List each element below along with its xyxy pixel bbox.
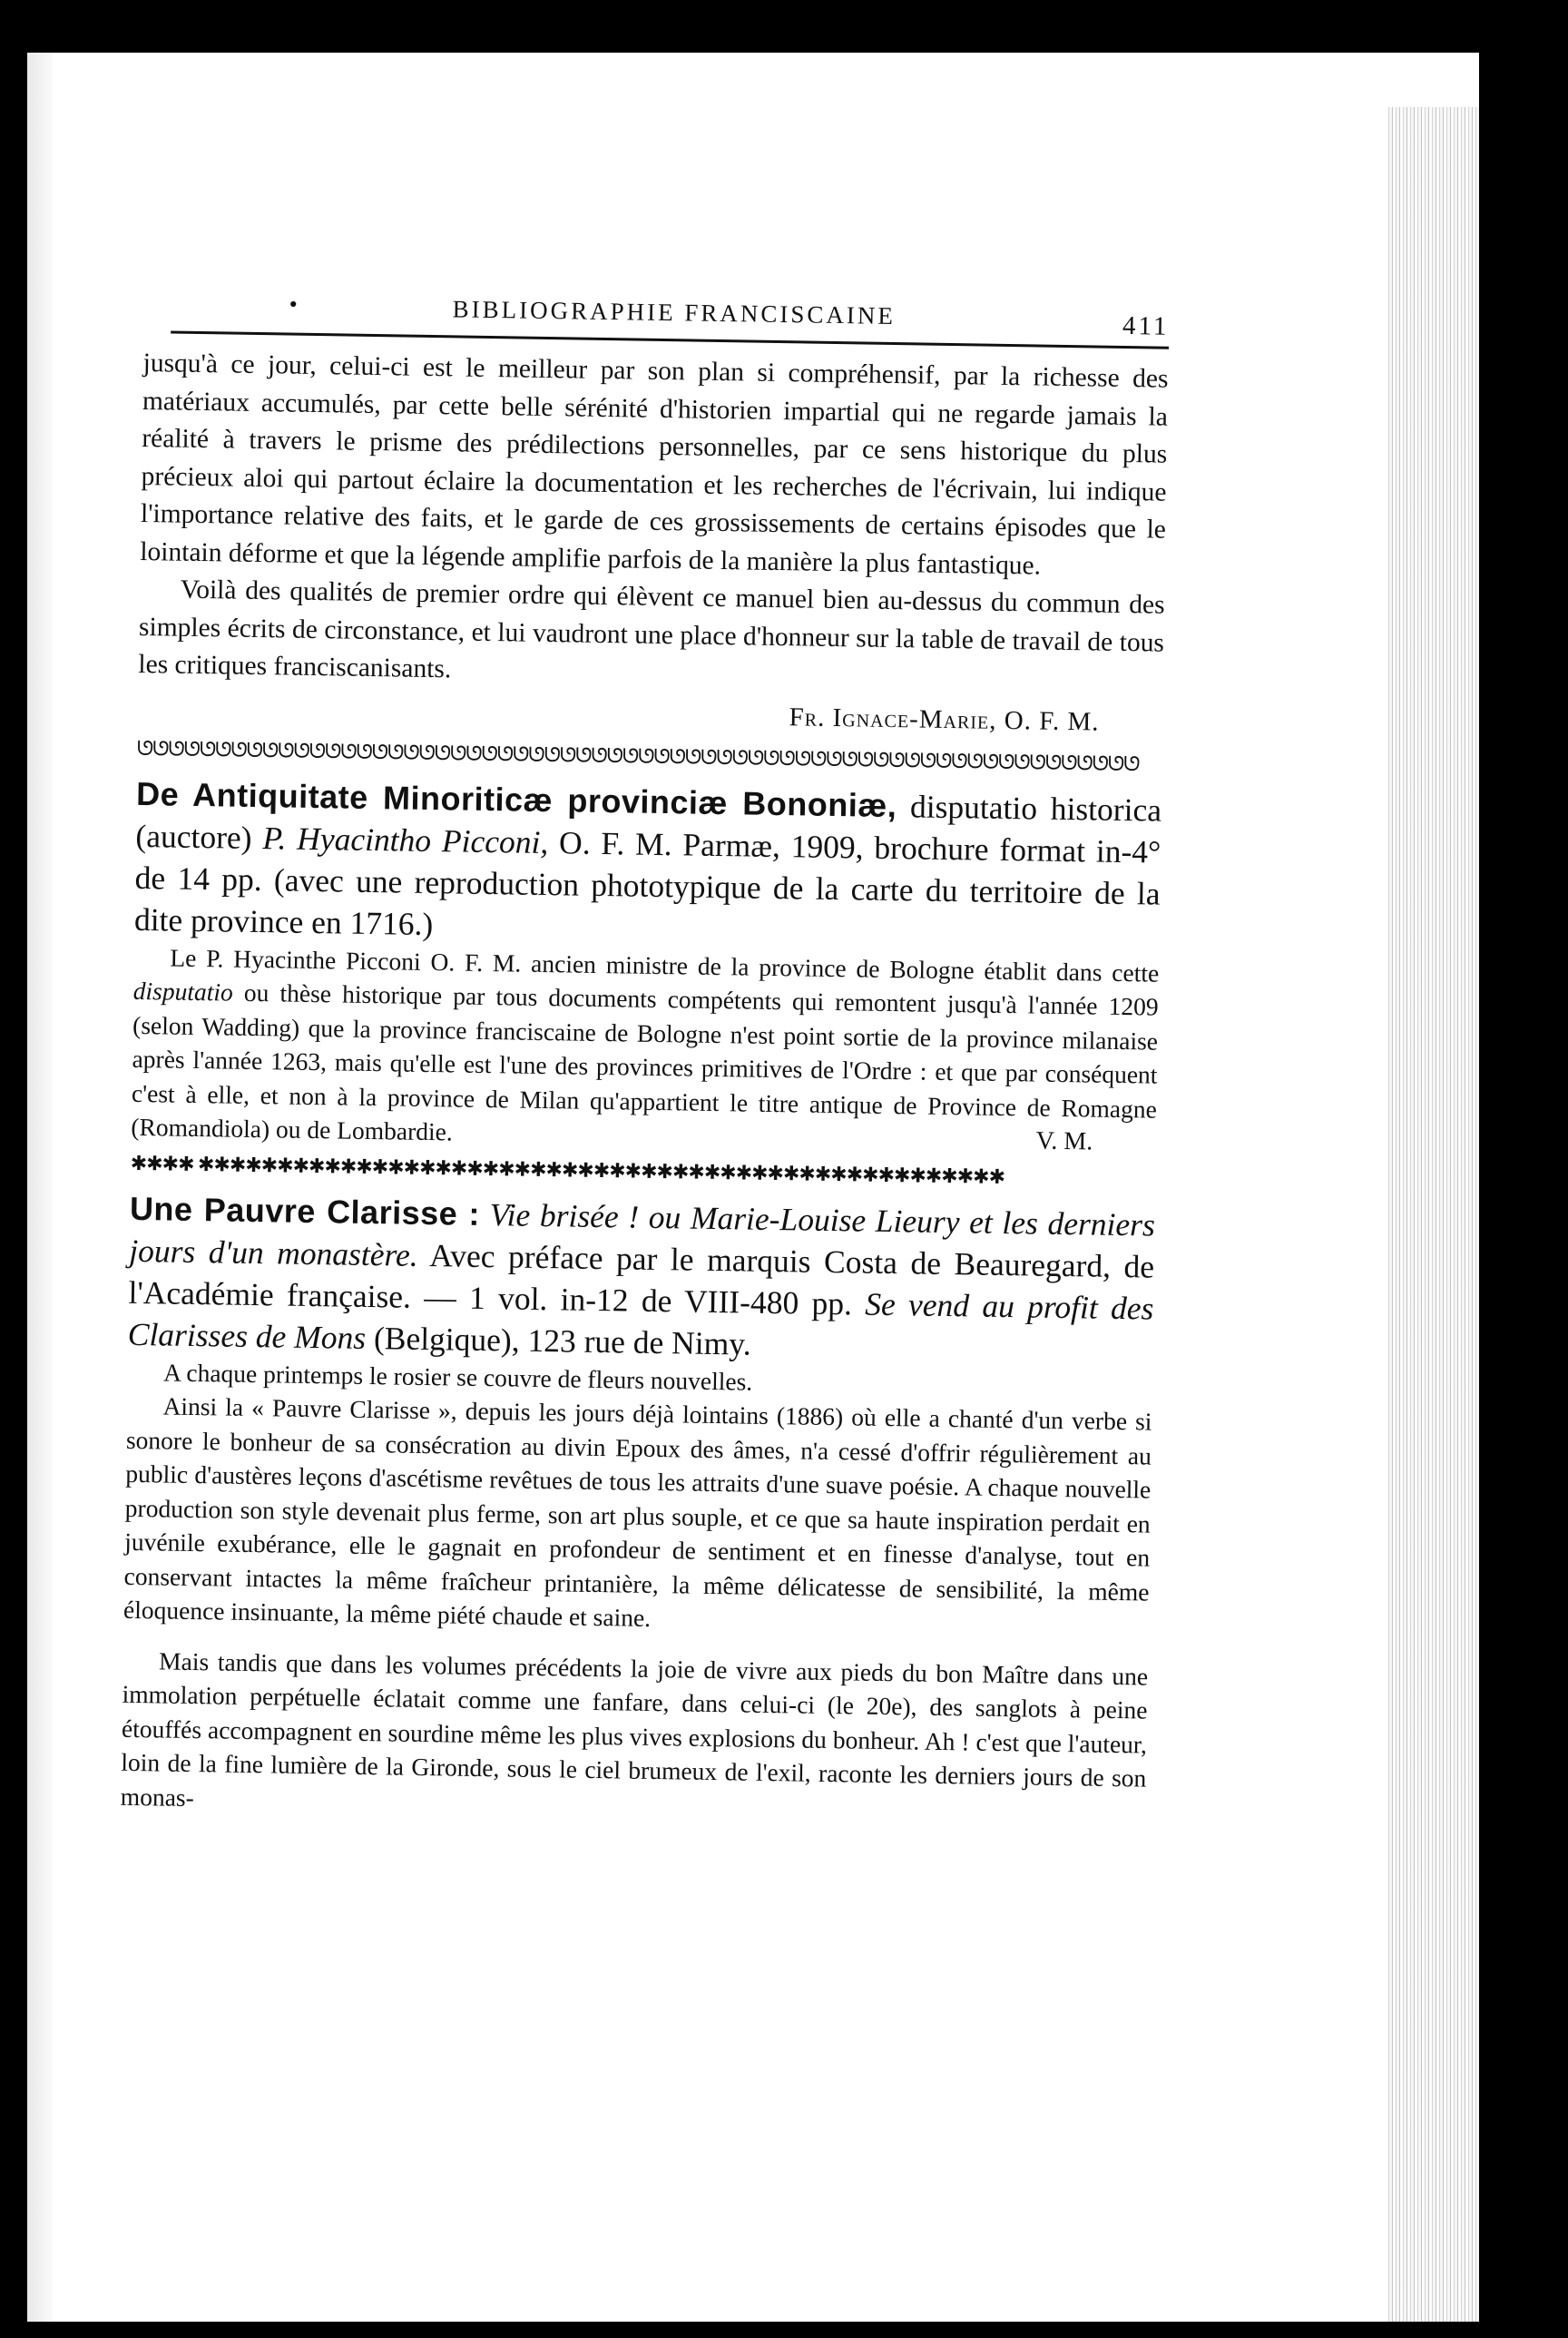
page-number: 411 — [1122, 310, 1170, 341]
review-signature: Fr. Ignace-Marie, O. F. M. — [789, 702, 1100, 737]
italic-term: disputatio — [132, 976, 234, 1007]
paragraph: Mais tandis que dans les volumes précédents la joie de vivre aux pieds du bon Maître dans une immolation perpétuelle éclatait comme une fanfare, dans celui-ci (le 20e), des sanglots à peine étouffés accompagnent en sourdine même les plus vives explosions du bonheur. Ah ! c'est que l'auteur, loin de la fine lumière de la Gironde, sous le ciel brumeux de l'exil, raconte les derniers jours de son monas- — [120, 1645, 1149, 1812]
entry-heading-text: (Belgique), 123 rue de Nimy. — [365, 1319, 751, 1362]
entry-heading — [127, 1187, 1155, 1370]
review-3 — [121, 1187, 1156, 1829]
paragraph: Voilà des qualités de premier ordre qui élèvent ce manuel bien au-dessus du commun des simples écrits de circonstance, et lui vaudront une place d'honneur sur la table de travail de tous les critiques franciscanisants. — [138, 575, 1165, 684]
book-gutter-edge — [27, 53, 53, 2322]
review-initials: V. M. — [1035, 1126, 1093, 1156]
entry-author: P. Hyacintho Picconi, — [262, 819, 549, 860]
page-content — [121, 227, 1171, 1830]
page-stack-edge — [1388, 107, 1479, 2322]
entry-heading-text: Avec préface par le marquis Costa de Beauregard, de l'Académie française. — 1 vol. in-12 de VIII-480 pp. — [128, 1236, 1155, 1322]
running-title: BIBLIOGRAPHIE FRANCISCAINE — [452, 295, 897, 329]
entry-subtitle: Vie brisée ! ou Marie-Louise Lieury et les derniers jours d'un monastère. — [128, 1195, 1156, 1273]
paragraph: jusqu'à ce jour, celui-ci est le meilleur par son plan si compréhensif, par la richesse des matériaux accumulés, par cette belle sérénité d'historien impartial qui ne regarde jamais la réalité à travers le prisme des prédilections personnelles, par ce sens historique du plus précieux aloi qui partout éclaire la documentation et les recherches de l'écrivain, lui indique l'importance relative des faits, et le garde de ces grossissements de certains épisodes que le lointain déforme et que la légende amplifie parfois de la manière la plus fantastique. — [140, 348, 1169, 581]
asterisk-divider: ✱✱✱✱ ✱✱✱✱✱✱✱✱✱✱✱✱✱✱✱✱✱✱✱✱✱✱✱✱✱✱✱✱✱✱✱✱✱✱✱✱✱✱✱✱✱✱✱✱✱✱✱✱✱✱✱ — [130, 1151, 1005, 1188]
running-header — [143, 227, 1170, 341]
review-2 — [131, 772, 1161, 1160]
text-span: ou thèse historique par tous documents compétents qui remontent jusqu'à l'année 1209 (selon Wadding) que la province franciscaine de Bologne n'est point sortie de la province milanaise après l'année 1263, mais qu'elle est l'une des provinces primitives de l'Ordre : et que par conséquent c'est à elle, et non à la province de Milan qu'appartient le titre antique de Province de Romagne (Romandiola) ou de Lombardie. — [131, 977, 1159, 1146]
entry-heading-text: O. F. M. Parmæ, 1909, brochure format in-4° de 14 pp. (avec une reproduction phototypique de la carte du territoire de la dite province en 1716.) — [133, 823, 1161, 942]
entry-title: De Antiquitate Minoriticæ provinciæ Bononiæ, — [135, 774, 897, 824]
ornamental-divider: ᘎᘎᘎᘎᘎᘎᘎᘎᘎᘎᘎᘎᘎᘎᘎᘎᘎᘎᘎᘎᘎᘎᘎᘎᘎᘎᘎᘎᘎᘎᘎᘎᘎᘎᘎᘎᘎᘎᘎᘎᘎᘎᘎᘎᘎᘎᘎᘎᘎᘎᘎᘎᘎᘎᘎᘎᘎᘎᘎᘎᘎᘎᘎᘎ — [136, 736, 1140, 775]
paragraph: A chaque printemps le rosier se couvre de fleurs nouvelles. — [162, 1357, 753, 1396]
entry-heading — [134, 772, 1162, 956]
header-mark: • — [289, 290, 299, 318]
entry-title: Une Pauvre Clarisse : — [129, 1189, 481, 1233]
entry-heading-text: disputatio historica (auctore) — [135, 787, 1162, 856]
review-1 — [137, 345, 1169, 745]
entry-sale-note: Se vend au profit des Clarisses de Mons — [127, 1285, 1154, 1356]
header-rule — [171, 330, 1169, 349]
text-span: Le P. Hyacinthe Picconi O. F. M. ancien ministre de la province de Bologne établit dans cette — [170, 943, 1160, 987]
paragraph: Ainsi la « Pauvre Clarisse », depuis les jours déjà lointains (1886) où elle a chanté d'un verbe si sonore le bonheur de sa consécration au divin Epoux des âmes, n'a cessé d'offrir régulièrement au public d'austères leçons d'ascétisme revêtues de tous les attraits d'une suave poésie. A chaque nouvelle production son style devenait plus ferme, son art plus souple, et ce que sa haute inspiration perdait en juvénile exubérance, elle le gagnait en profondeur de sentiment et en finesse d'analyse, tout en conservant intactes la même fraîcheur printanière, la même délicatesse de sensibilité, la même éloquence insinuante, la même piété chaude et saine. — [122, 1391, 1152, 1632]
